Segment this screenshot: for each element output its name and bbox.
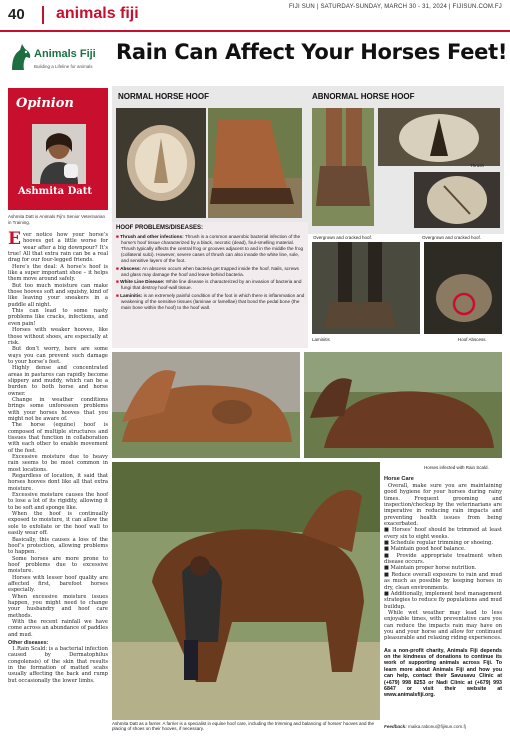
- article-body-column: [8, 229, 108, 684]
- logo-tagline: Building a Lifeline for animals: [34, 64, 93, 69]
- other-diseases-heading: Other diseases:: [8, 640, 49, 646]
- body-paragraph: But don’t worry, here are some ways you can prevent such damage to your horse’s feet.: [8, 346, 108, 365]
- bullet-icon: ■: [116, 279, 121, 284]
- feedback-line: [384, 724, 466, 729]
- body-paragraph: When excessive moisture issues happen, you might need to change your husbandry and hoof care methods.: [8, 593, 108, 619]
- opinion-box: [8, 88, 108, 210]
- problem-item: ■ Laminitis: is an extremely painful condition of the foot in which there is inflammation and weakening of the sensitive tissues (laminae or lamellae) that bond the pedal bone (the main bone within the hoof) to the hoof wall.: [116, 292, 305, 310]
- care-bullet: ■ Maintain good hoof balance.: [384, 546, 466, 553]
- overgrown-caption-2: Overgrown and cracked hoof.: [422, 235, 482, 240]
- overgrown-caption-1: Overgrown and cracked hoof.: [313, 235, 373, 240]
- page-number: 40: [8, 6, 25, 23]
- section-title: animals fiji: [56, 5, 139, 22]
- laminitis-photo: [312, 242, 420, 334]
- hoof-abscess-photo: [424, 242, 502, 334]
- article-headline: Rain Can Affect Your Horses Feet!: [116, 40, 508, 64]
- rain-scald-horse-photo-1: [112, 352, 300, 458]
- other-diseases-text: 1.Rain Scald: is a bacterial infection caused by Dermatophilus congolensis) of the skin that results in the formation of matted scabs usually affecting the back and rump but occasionally the lower limbs.: [8, 646, 108, 684]
- body-paragraph: Basically, this causes a loss of the hoof’s protection, allowing problems to happen.: [8, 536, 108, 556]
- problem-item: ■ Thrush and other infections: Thrush is a common anaerobic bacterial infection of the horse’s hoof tissue characterized by a black, necrotic (dead), foul-smelling material. Thrush typically affects the central frog or grooves adjacent to and in the middle the frog (collateral sulci). However, severe cases of thrush can also invade the white line, sole, and sensitive layers of the foot.: [116, 234, 304, 263]
- body-paragraph: Change in weather conditions brings some unforeseen problems with your horses hooves that you might not be aware of.: [8, 396, 108, 422]
- body-paragraph: Horses with weaker hooves, like those without shoes, are especially at risk.: [8, 327, 108, 346]
- body-paragraph: When the hoof is continually exposed to moisture, it can allow the sole to exfoliate or the hoof wall to easily wear off.: [8, 511, 108, 537]
- farrier-photo: [112, 462, 380, 720]
- body-paragraph: But too much moisture can make those hooves soft and squishy, kind of like leaving your sneakers in a puddle all night.: [8, 282, 108, 308]
- body-paragraph: Highly dense and concentrated areas in pastures can rapidly become slippery and muddy, which can be a burden to both horse and horse owner.: [8, 365, 108, 397]
- problem-item: ■ White Line Disease: White line disease is characterized by an invasion of bacteria and fungi that destroy hoof-wall tissue.: [116, 279, 302, 290]
- problem-item: ■ Abscess: An abscess occurs when bacteria get trapped inside the hoof. Nails, screws and glass may damage the hoof and leave behind bacteria.: [116, 265, 299, 277]
- logo-name: Animals Fiji: [34, 48, 96, 60]
- horse-care-column: [384, 476, 502, 699]
- normal-hoof-heading: NORMAL HORSE HOOF: [118, 92, 209, 101]
- abscess-caption: Hoof Abscess: [458, 337, 486, 342]
- laminitis-caption: Laminitis: [312, 337, 330, 342]
- abnormal-hoof-heading: ABNORMAL HORSE HOOF: [312, 92, 415, 101]
- page-header: [0, 0, 510, 32]
- hoof-problems-box: [112, 222, 308, 348]
- bullet-icon: ■: [116, 265, 121, 271]
- body-paragraph: Some horses are more prone to hoof problems due to excessive moisture.: [8, 555, 108, 575]
- care-bullet: ■ Horses’ hoof should be trimmed at least every six to eight weeks.: [384, 527, 502, 540]
- care-bullet: ■ Reduce overall exposure to rain and mud as much as possible by keeping horses in dry, clean environments.: [384, 571, 502, 591]
- care-bullet: ■ Provide appropriate treatment when disease occurs.: [384, 552, 502, 566]
- feedback-label: Feedback:: [384, 724, 407, 729]
- normal-hoof-sole-photo: [116, 108, 206, 218]
- rain-scald-caption: Horses infected with Rain Scald.: [424, 465, 489, 470]
- farrier-caption: Ashmita Datt as a farrier. A farrier is a specialist in equine hoof care, including the trimming and balancing of horses’ hooves and the placing of shoes on their hooves, if necessary.: [112, 721, 374, 732]
- body-paragraph: Regardless of location, it said that horses hooves dont like all that extra moisture.: [8, 473, 108, 492]
- overgrown-hoof-photo-2: [414, 172, 500, 228]
- lead-paragraph: Ever notice how your horse’s hooves get a little worse for wear after a big downpour? It’s true! All that extra rain can be a real drag for our four-legged friends.: [8, 229, 108, 264]
- body-paragraph: With the recent rainfall we have come across an abundance of paddles and mud.: [8, 618, 108, 638]
- care-bullet: ■ Maintain proper horse nutrition.: [384, 565, 477, 572]
- body-paragraph: Here’s the deal: A horse’s hoof is like a super important shoe – it helps them move around safely.: [8, 263, 108, 283]
- drop-cap: E: [8, 229, 21, 249]
- body-paragraph: Excessive moisture due to heavy rain seems to be most common in most locations.: [8, 454, 108, 473]
- body-paragraph: The horse (equine) hoof is composed of multiple structures and tissues that function in collaboration with each other to enable movement of the feet.: [8, 422, 108, 454]
- header-divider: [42, 6, 44, 24]
- problems-list: [116, 234, 306, 312]
- animals-fiji-logo: [8, 42, 113, 86]
- care-bullet: ■ Schedule regular trimming or shoeing.: [384, 540, 494, 547]
- author-bio: Ashmita Datt is Animals Fiji’s Senior Veterinarian in Training.: [8, 214, 105, 225]
- bullet-icon: ■: [116, 292, 121, 298]
- rain-scald-horse-photo-2: [304, 352, 502, 458]
- charity-note: As a non-profit charity, Animals Fiji depends on the kindness of donations to continue its work of supporting animals across Fiji. To learn more about Animals Fiji and how you can help, contact their Savusavu Clinic at (+679) 998 8253 or Nadi Clinic at (+679) 993 6847 or visit their website at www.animalsfiji.org.: [384, 647, 502, 699]
- overgrown-hoof-photo-1: [312, 108, 374, 226]
- normal-hoof-side-photo: [208, 108, 302, 218]
- care-bullet: ■ Additionally, implement best management strategies to reduce fly populations and mud buildup.: [384, 590, 502, 610]
- horse-logo-icon: [8, 42, 34, 72]
- author-name: Ashmita Datt: [18, 186, 93, 197]
- problems-title: HOOF PROBLEMS/DISEASES:: [116, 225, 204, 231]
- body-paragraph: Excessive moisture causes the hoof to lose a lot of its rigidity, allowing it to be soft and sponge like.: [8, 492, 108, 511]
- thrush-hoof-photo: [378, 108, 500, 166]
- feedback-email[interactable]: maika.rabonu@fijisun.com.fj: [408, 724, 466, 729]
- closing-paragraph: While wet weather may lead to less enjoyable times, with preventative care you can reduce the impacts rain may have on you and your horse and allow for continued pleasurable and relaxing riding experiences.: [384, 609, 502, 642]
- body-paragraph: Horses with lesser hoof quality are affected first, barefoot horses especially.: [8, 574, 108, 594]
- opinion-label: Opinion: [16, 96, 74, 111]
- horse-care-paragraph: Overall, make sure you are maintaining good hygiene for your horses during rainy times. Frequent grooming and inspection/checkup by the veterinarians are imperative in reducing rain impacts and preventing health issues from being exacerbated.: [384, 483, 502, 528]
- publication-meta: FIJI SUN | SATURDAY-SUNDAY, MARCH 30 - 31, 2024 | FIJISUN.COM.FJ: [289, 4, 502, 10]
- bullet-icon: ■: [116, 234, 121, 239]
- body-paragraph: This can lead to some nasty problems like cracks, infections, and even pain!: [8, 308, 108, 327]
- horse-care-heading: Horse Care: [384, 476, 414, 482]
- thrush-caption: Thrush: [470, 163, 485, 168]
- author-photo: [32, 124, 86, 184]
